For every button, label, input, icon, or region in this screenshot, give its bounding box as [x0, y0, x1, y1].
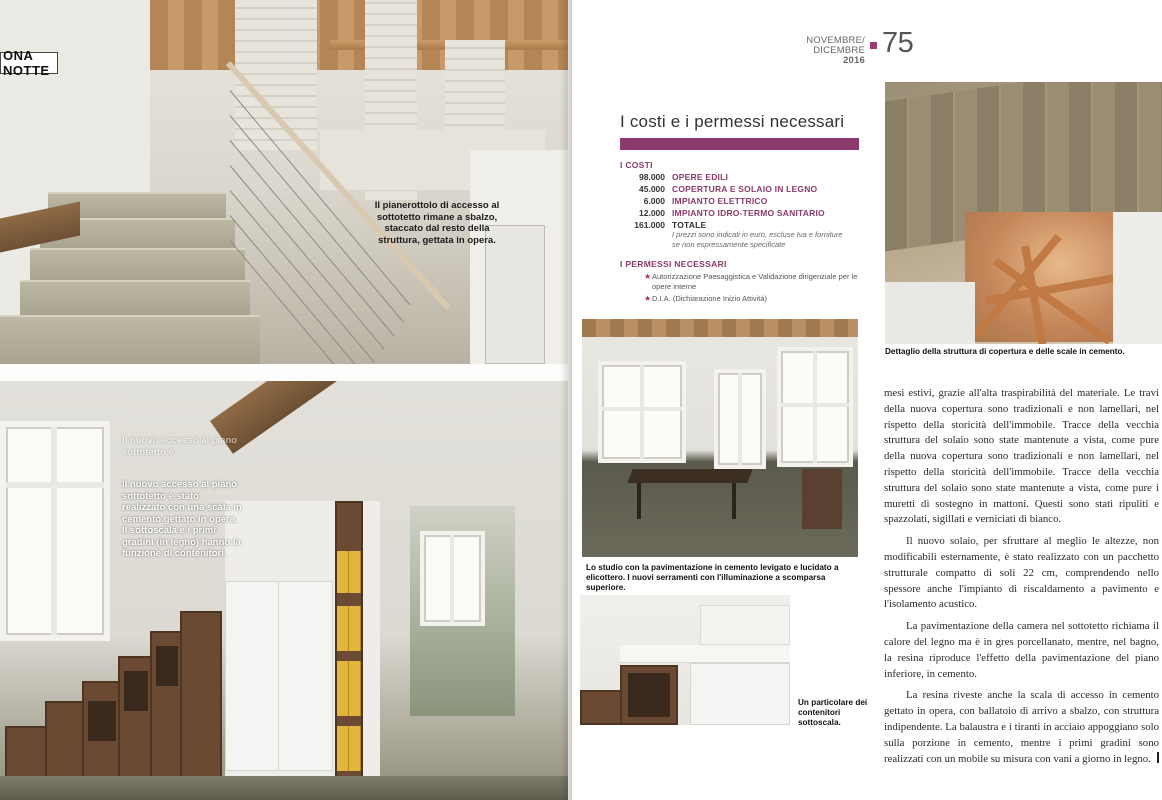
cost-amount: 45.000 [639, 184, 665, 194]
left-page [0, 0, 572, 800]
stair-slab [620, 645, 790, 663]
binder [337, 606, 349, 651]
shelf-cavity [156, 646, 178, 686]
stair-shelf [45, 701, 84, 779]
cost-amount: 12.000 [639, 208, 665, 218]
wood-container [580, 690, 622, 725]
photo-understair-storage [0, 381, 568, 800]
star-icon: ★ [644, 272, 652, 281]
photo-understair-detail [580, 595, 790, 725]
shelf-cavity [124, 671, 148, 711]
right-page [572, 0, 1162, 800]
stair-shelf [180, 611, 222, 779]
window [777, 347, 853, 467]
binder [349, 661, 361, 716]
binder [349, 606, 361, 651]
caption-landing: Il pianerottolo di accesso al sottotetto rimane a sbalzo, staccato dal resto della struttura, gettata in opera. [374, 200, 500, 246]
cost-amount: 98.000 [639, 172, 665, 182]
stone-pillar [235, 0, 317, 150]
caption-ghost: Il nuovo accesso al piano sottotetto è [122, 435, 238, 458]
stone-pillar [445, 40, 505, 135]
window [420, 531, 485, 626]
title-bar [620, 138, 859, 150]
issue-date: NOVEMBRE/ DICEMBRE 2016 [806, 35, 865, 66]
cost-row [620, 172, 870, 184]
shelf-cavity [628, 673, 670, 717]
cost-desc: COPERTURA E SOLAIO IN LEGNO [672, 184, 818, 194]
cost-row [620, 196, 870, 208]
paragraph: La pavimentazione della camera nel sottotetto richiama il calore del legno ma è in gres porcellanato, mentre, nel bagno, la resina riproduce l'effetto della pavimentazione del piano inferiore, in cemento. [884, 620, 1159, 680]
binder [337, 661, 349, 716]
binder [337, 726, 349, 771]
cost-desc: IMPIANTO ELETTRICO [672, 196, 768, 206]
costs-label: I COSTI [620, 160, 653, 170]
stair-underside [210, 381, 503, 454]
stair-storage [802, 469, 842, 529]
cost-desc: TOTALE [672, 220, 707, 230]
wall [1113, 212, 1162, 344]
shelf-cavity [88, 701, 116, 741]
stair-shelf [5, 726, 47, 779]
cost-desc: OPERE EDILI [672, 172, 729, 182]
caption-roof: Dettaglio della struttura di copertura e delle scale in cemento. [885, 347, 1125, 356]
permits-label: I PERMESSI NECESSARI [620, 259, 727, 269]
cost-desc: IMPIANTO IDRO-TERMO SANITARIO [672, 208, 825, 218]
floor [0, 776, 568, 800]
section-tag: ONA NOTTE [0, 52, 58, 74]
costs-title: I costi e i permessi necessari [620, 112, 845, 131]
permit-item: ★ Autorizzazione Paesaggistica e Validazione dirigenziale per le opere interne [644, 272, 858, 291]
cost-amount: 6.000 [643, 196, 665, 206]
binder [349, 551, 361, 593]
caption-understair: Il nuovo accesso al piano sottotetto è stato realizzato con una scala in cemento gettato in opera. Il sottoscala e i primi gradini (in legno) hanno la funzione di contenitori. [122, 479, 242, 559]
built-in-cabinet [690, 663, 790, 725]
caption-studio: Lo studio con la pavimentazione in cemento levigato e lucidato a elicottero. I nuovi serramenti con l'illuminazione a scomparsa superiore. [586, 563, 839, 592]
desk-leg [637, 483, 641, 519]
cost-row [620, 184, 870, 196]
stair-step [20, 280, 250, 315]
wooden-ceiling [582, 319, 858, 337]
photo-studio [582, 319, 858, 557]
stair-step [0, 315, 260, 364]
window [714, 369, 766, 469]
binder [337, 551, 349, 593]
cost-row [620, 208, 870, 220]
article-body [884, 386, 1159, 773]
accent-square [870, 42, 877, 49]
desk-leg [732, 483, 736, 519]
cost-note: I prezzi sono indicati in euro, escluse Iva e forniture se non espressamente specificate [672, 230, 843, 249]
photo-roof-structure [885, 82, 1162, 344]
paragraph: mesi estivi, grazie all'alta traspirabilità del materiale. Le travi della nuova copertura sono tradizionali e non lamellari, nel rispetto della storicità dell'immobile. Tracce della vecchia struttura del solaio sono state mantenute a vista, come pure della nuova copertura sono tradizionali e non lamellari, nel rispetto della storicità dell'immobile. Tracce della vecchia struttura del solaio sono state mantenute a vista, come pure i muretti di sostegno in mattoni. Questi sono stati ripuliti e spazzolati, sigillati e verniciati di bianco. [884, 387, 1159, 526]
paragraph: La resina riveste anche la scala di accesso in cemento gettato in opera, con ballatoio di arrivo a sbalzo, con struttura indipendente. La balaustra e i tiranti in acciaio appoggiano solo sulla porzione in cemento, mentre i primi gradini sono realizzati con un mobile su misura con vani a giorno in legno. [884, 689, 1159, 765]
stair-detail [700, 605, 790, 645]
caption-detail: Un particolare dei contenitori sottoscala. [798, 698, 868, 727]
star-icon: ★ [644, 294, 652, 303]
wooden-roof [150, 0, 568, 70]
stair-step [30, 248, 245, 280]
wall [885, 282, 975, 344]
window [598, 361, 686, 463]
paragraph: Il nuovo solaio, per sfruttare al meglio le altezze, non modificabili esternamente, è stato realizzato con un pacchetto strutturale compatto di soli 22 cm, comprendendo nello spessore anche l'impianto di riscaldamento a pavimento e l'isolamento acustico. [884, 535, 1159, 611]
binder [349, 726, 361, 771]
window [0, 421, 110, 641]
permit-item: ★ D.I.A. (Dichiarazione Inizio Attività) [644, 294, 768, 303]
photo-staircase-landing [0, 0, 568, 364]
page-number: 75 [882, 27, 914, 59]
end-mark [1157, 752, 1159, 763]
desk [627, 469, 752, 483]
built-in-cabinet [278, 581, 333, 771]
cost-amount: 161.000 [634, 220, 665, 230]
